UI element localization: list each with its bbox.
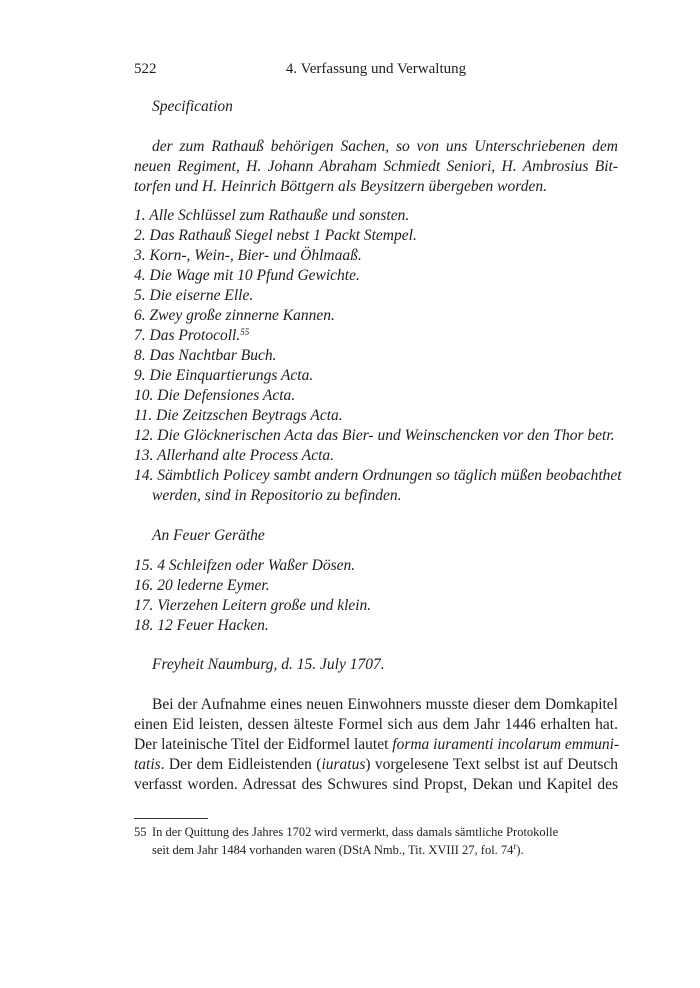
latin-title-end: tatis <box>134 756 161 773</box>
footnote-line-1 <box>134 823 618 841</box>
page-number: 522 <box>134 61 157 77</box>
body-line-3 <box>134 735 618 755</box>
list-item: 3. Korn-, Wein-, Bier- und Öhlmaaß. <box>134 247 362 264</box>
body-line-5: verfasst worden. Adressat des Schwures sind Propst, Dekan und Kapitel des <box>134 776 618 793</box>
list-item-continuation: werden, sind in Repositorio zu befinden. <box>152 487 402 504</box>
list-item: 8. Das Nachtbar Buch. <box>134 347 277 364</box>
footnote-marker: 55 <box>240 327 250 337</box>
list-item: 2. Das Rathauß Siegel nebst 1 Packt Stempel. <box>134 227 417 244</box>
specification-heading: Specification <box>152 98 233 115</box>
body-line-1: Bei der Aufnahme eines neuen Einwohners musste dieser dem Domkapitel <box>152 696 618 713</box>
list-item: 10. Die Defensiones Acta. <box>134 387 296 404</box>
list-item: 6. Zwey große zinnerne Kannen. <box>134 307 335 324</box>
list-item: 1. Alle Schlüssel zum Rathauße und sonsten. <box>134 207 410 224</box>
spec-line-2: neuen Regiment, H. Johann Abraham Schmiedt Seniori, H. Ambrosius Bit- <box>134 158 618 175</box>
list-item: 16. 20 lederne Eymer. <box>134 577 270 594</box>
running-head: 4. Verfassung und Verwaltung <box>285 61 467 77</box>
body-text: . Der dem Eidleistenden ( <box>160 756 322 773</box>
list-item: 11. Die Zeitzschen Beytrags Acta. <box>134 407 343 424</box>
closing-dateline: Freyheit Naumburg, d. 15. July 1707. <box>152 656 385 673</box>
list-item: 18. 12 Feuer Hacken. <box>134 617 269 634</box>
body-line-4 <box>134 755 618 775</box>
list-item: 4. Die Wage mit 10 Pfund Gewichte. <box>134 267 360 284</box>
latin-term: iuratus <box>321 756 366 773</box>
fire-equipment-heading: An Feuer Geräthe <box>152 527 265 544</box>
body-line-2: einen Eid leisten, dessen älteste Formel sich aus dem Jahr 1446 erhalten hat. <box>134 716 618 733</box>
list-item: 13. Allerhand alte Process Acta. <box>134 447 335 464</box>
list-item: 12. Die Glöcknerischen Acta das Bier- und Weinschencken vor den Thor betr. <box>134 427 615 444</box>
footnote-text: ). <box>516 843 524 857</box>
latin-title: forma iuramenti incolarum emmuni- <box>392 736 620 753</box>
footnote-text: seit dem Jahr 1484 vorhanden waren (DStA Nmb., Tit. XVIII 27, fol. 74 <box>152 843 514 857</box>
spec-line-1: der zum Rathauß behörigen Sachen, so von uns Unterschriebenen dem <box>152 138 618 155</box>
list-item: 5. Die eiserne Elle. <box>134 287 254 304</box>
footnote-line-2 <box>152 841 618 859</box>
list-item-text: 7. Das Protocoll. <box>134 327 241 344</box>
list-item: 17. Vierzehen Leitern große und klein. <box>134 597 372 614</box>
footnote-text: In der Quittung des Jahres 1702 wird vermerkt, dass damals sämtliche Protokolle <box>152 825 559 839</box>
spec-line-3: torfen und H. Heinrich Böttgern als Beysitzern übergeben worden. <box>134 178 547 195</box>
body-text: ) vorgelesene Text selbst ist auf Deutsch <box>365 756 618 773</box>
page-header <box>134 61 618 83</box>
folio-recto: r <box>513 841 517 851</box>
footnote-number: 55 <box>134 825 147 839</box>
list-item <box>134 326 618 346</box>
list-item: 15. 4 Schleifzen oder Waßer Dösen. <box>134 557 356 574</box>
list-item: 9. Die Einquartierungs Acta. <box>134 367 314 384</box>
list-item: 14. Sämbtlich Policey sambt andern Ordnungen so täglich müßen beobachthet <box>134 467 622 484</box>
footnote-divider <box>134 818 208 819</box>
body-text: Der lateinische Titel der Eidformel lautet <box>134 736 393 753</box>
